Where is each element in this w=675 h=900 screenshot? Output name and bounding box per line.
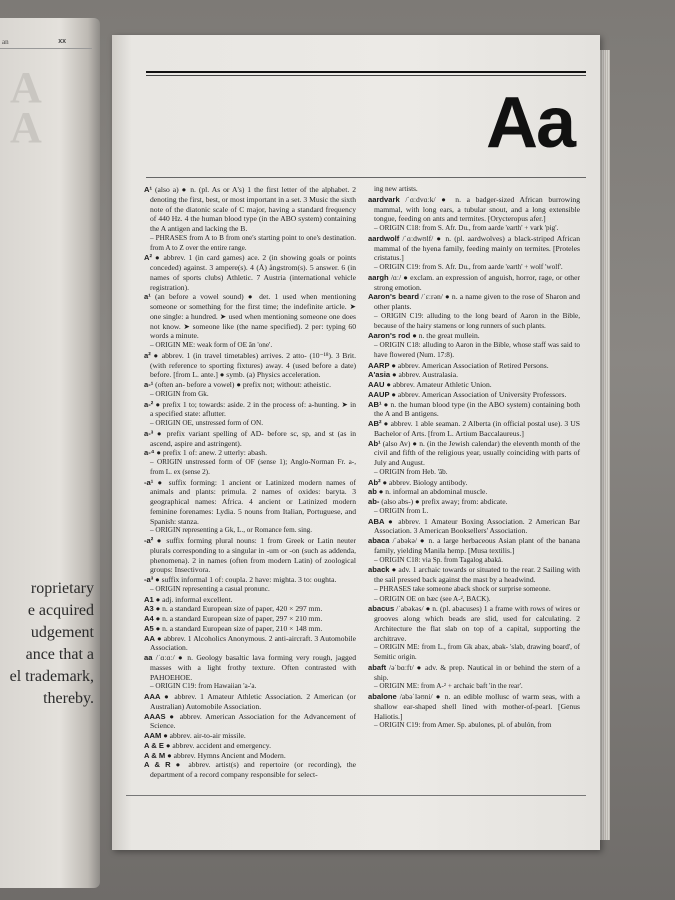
entry-headword: ab bbox=[368, 487, 377, 497]
dictionary-entry bbox=[144, 292, 356, 341]
entry-headword: A3 bbox=[144, 604, 154, 614]
entry-headword: Aaron's beard bbox=[368, 292, 419, 302]
entry-definition: /abəˈləʊni/ ● n. an edible mollusc of warm seas, with a shallow ear-shaped shell lined with mother-of-pearl. [Genus Haliotis.] bbox=[374, 692, 580, 721]
dictionary-entry bbox=[144, 536, 356, 575]
entry-definition: /ɑː/ ● exclam. an expression of anguish, horror, rage, or other strong emotion. bbox=[374, 272, 580, 292]
entry-definition: /ˈɑːdwʊlf/ ● n. (pl. aardwolves) a black-striped African mammal of the hyena family, feeding mainly on termites. [Proteles cristatus.] bbox=[374, 233, 580, 263]
entry-headword: ab- bbox=[368, 497, 380, 506]
dictionary-entry bbox=[368, 439, 580, 468]
dictionary-entry bbox=[144, 478, 356, 527]
entry-definition: /ˈabəkə/ ● n. a large herbaceous Asian plant of the banana family, yielding Manila hemp. [Musa textilis.] bbox=[374, 536, 580, 555]
dictionary-entry bbox=[368, 565, 580, 585]
entry-headword: a-⁴ bbox=[144, 448, 155, 458]
entry-headword: Ab² bbox=[368, 477, 381, 487]
entry-subline: – ORIGIN C19: alluding to the long beard of Aaron in the Bible, because of the hairy stamens or long runners of such plants. bbox=[374, 311, 580, 330]
entry-definition: /ˈɑːdvɑːk/ ● n. a badger-sized African burrowing mammal, with long ears, a tubular snout, and a long extensible tongue, feeding on ants and termites. [Orycteropus afer.] bbox=[374, 194, 580, 224]
entry-definition: ● adj. informal excellent. bbox=[153, 594, 233, 604]
entry-subline: – ORIGIN C18: alluding to Aaron in the Bible, whose staff was said to have flowered (Num. 17:8). bbox=[374, 341, 580, 359]
entry-definition: ● prefix variant spelling of AD- before sc, sp, and st (as in ascend, aspire and astringent). bbox=[150, 428, 356, 448]
dictionary-entry bbox=[368, 331, 580, 341]
entry-subline: – PHRASES from A to B from one's starting point to one's destination. from A to Z over the entire range. bbox=[150, 233, 356, 252]
entry-definition: ● abbrev. accident and emergency. bbox=[163, 740, 271, 750]
entry-subline: – ORIGIN ME: from A-² + archaic baft 'in the rear'. bbox=[374, 682, 523, 691]
left-page-number: xx bbox=[58, 38, 66, 45]
entry-subline: – PHRASES take someone aback shock or surprise someone. bbox=[374, 584, 551, 593]
dictionary-entry bbox=[368, 380, 580, 390]
entry-headword: a-¹ bbox=[144, 380, 154, 389]
entry-headword: ABA bbox=[368, 516, 385, 526]
entry-headword: A4 bbox=[144, 614, 154, 623]
entry-subline: – ORIGIN C19: from Hawaiian 'a-'a. bbox=[150, 682, 257, 691]
entry-headword: AAAS bbox=[144, 711, 166, 721]
entry-definition: (also abs-) ● prefix away; from: abdicate. bbox=[379, 497, 508, 506]
entry-definition: ● prefix 1 to; towards: aside. 2 in the process of: a-hunting. ➤ in a specified state: aflutter. bbox=[150, 399, 356, 419]
dictionary-entry bbox=[368, 478, 580, 488]
entry-headword: A¹ bbox=[144, 185, 153, 194]
dictionary-entry bbox=[368, 517, 580, 537]
left-header-rule bbox=[0, 48, 92, 49]
dictionary-entry bbox=[368, 663, 580, 683]
entry-subline: – ORIGIN unstressed form of OF (sense 1); Anglo-Norman Fr. a-, from L. ex (sense 2). bbox=[150, 458, 356, 476]
entry-definition: (often an- before a vowel) ● prefix not; without: atheistic. bbox=[153, 380, 331, 389]
show-through-text: A A bbox=[10, 63, 42, 152]
entry-definition: ● abbrev. air-to-air missile. bbox=[161, 731, 246, 740]
dictionary-entry bbox=[144, 429, 356, 449]
bottom-rule bbox=[126, 795, 586, 796]
dictionary-entry bbox=[144, 634, 356, 654]
dictionary-entry bbox=[144, 712, 356, 732]
entry-subline: – ORIGIN C18: from S. Afr. Du., from aarde 'earth' + vark 'pig'. bbox=[374, 224, 559, 232]
entry-definition: /ˈɑːɑː/ ● n. Geology basaltic lava forming very rough, jagged masses with a light frothy texture. Often contrasted with PAHOEHOE. bbox=[150, 653, 356, 682]
entry-headword: a-³ bbox=[144, 428, 154, 438]
entry-headword: A & E bbox=[144, 740, 164, 750]
entry-headword: Aaron's rod bbox=[368, 331, 411, 341]
dictionary-entry bbox=[144, 400, 356, 420]
top-rule-thin bbox=[146, 75, 586, 76]
entry-definition: ● abbrev. 1 able seaman. 2 Alberta (in official postal use). 3 US Bachelor of Arts. [from L. Artium Baccalaureus.] bbox=[374, 419, 580, 438]
entry-headword: AAUP bbox=[368, 389, 390, 399]
entry-headword: Ab¹ bbox=[368, 438, 381, 448]
entry-definition: ● prefix 1 of: anew. 2 utterly: abash. bbox=[154, 448, 267, 458]
entry-definition: ● abbrev. Biology antibody. bbox=[380, 477, 468, 487]
entry-definition: (also Av) ● n. (in the Jewish calendar) the eleventh month of the civil and fifth of the religious year, usually coinciding with parts of July and August. bbox=[374, 438, 580, 467]
dictionary-entry bbox=[368, 692, 580, 721]
dictionary-entry bbox=[144, 380, 356, 390]
entry-headword: AA bbox=[144, 633, 155, 643]
entry-headword: a-² bbox=[144, 399, 154, 409]
entry-definition: ● abbrev. 1 (in card games) ace. 2 (in showing goals or points conceded) against. 3 ampere(s). 4 (Å) ångstrom(s). 5 answer. 6 (in names of sports clubs) Athletic. 7 Austria (international vehicle registration). bbox=[150, 253, 356, 292]
entry-definition: ● abbrev. 1 Amateur Athletic Association. 2 American (or Australian) Automobile Association. bbox=[150, 692, 356, 711]
entry-headword: a¹ bbox=[144, 292, 151, 302]
left-column bbox=[144, 185, 356, 780]
entry-headword: AAA bbox=[144, 692, 161, 701]
left-text-line: thereby. bbox=[43, 690, 94, 707]
entry-definition: ● abbrev. 1 Amateur Boxing Association. 2 American Bar Association. 3 American Booksellers' Association. bbox=[374, 516, 580, 536]
entry-definition: ● abbrev. Hymns Ancient and Modern. bbox=[165, 750, 286, 760]
entry-definition: ● abbrev. 1 Alcoholics Anonymous. 2 anti-aircraft. 3 Automobile Association. bbox=[150, 633, 356, 653]
left-facing-page bbox=[0, 18, 100, 888]
entry-subline: – ORIGIN C19: from S. Afr. Du., from aarde 'earth' + wolf 'wolf'. bbox=[374, 263, 563, 271]
entry-headword: AB¹ bbox=[368, 399, 382, 409]
dictionary-entry bbox=[144, 741, 356, 751]
entry-definition: ● abbrev. 1 (in travel timetables) arrives. 2 atto- (10⁻¹⁸). 3 Brit. (with reference to sporting fixtures) away. 4 (used before a date) before. [from L. ante.] ● symb. (a) Physics acceleration. bbox=[150, 350, 356, 380]
entry-headword: AAM bbox=[144, 731, 162, 740]
entry-headword: a² bbox=[144, 350, 151, 360]
entry-headword: abaca bbox=[368, 536, 390, 545]
entry-subline: – ORIGIN C18: via Sp. from Tagalog abaká. bbox=[374, 555, 503, 564]
dictionary-entry bbox=[144, 614, 356, 624]
entry-subline: – ORIGIN from L. bbox=[374, 506, 429, 515]
dictionary-entry bbox=[144, 751, 356, 761]
entry-definition: ● abbrev. Australasia. bbox=[390, 370, 459, 380]
dictionary-entry bbox=[144, 575, 356, 585]
entry-headword: A1 bbox=[144, 594, 154, 604]
dictionary-entry bbox=[144, 253, 356, 292]
dictionary-entry bbox=[144, 595, 356, 605]
entry-definition: ● n. a standard European size of paper, 420 × 297 mm. bbox=[153, 604, 323, 614]
entry-subline: – ORIGIN from Gk. bbox=[150, 389, 209, 398]
entry-subline: – ORIGIN ME: weak form of OE ān 'one'. bbox=[150, 341, 273, 349]
entry-subline: ing new artists. bbox=[374, 185, 418, 193]
dictionary-entry bbox=[144, 351, 356, 380]
entry-headword: abaft bbox=[368, 662, 387, 672]
entry-subline: – ORIGIN OE on bæc (see A-², BACK). bbox=[374, 594, 491, 603]
top-rule bbox=[146, 71, 586, 73]
entry-subline: – ORIGIN representing a casual pronunc. bbox=[150, 584, 270, 593]
entry-definition: ● adv. 1 archaic towards or situated to the rear. 2 Sailing with the sail pressed back against the mast by a headwind. bbox=[374, 565, 580, 584]
entry-headword: A'asia bbox=[368, 370, 391, 380]
entry-definition: ● suffix informal 1 of: coupla. 2 have: mighta. 3 to: oughta. bbox=[153, 575, 337, 584]
entry-definition: ● abbrev. American Association for the Advancement of Science. bbox=[150, 711, 356, 731]
entry-definition: ● abbrev. American Association of University Professors. bbox=[389, 389, 567, 399]
entry-subline: – ORIGIN representing a Gk, L., or Romance fem. sing. bbox=[150, 526, 313, 535]
left-text-line: e acquired bbox=[27, 602, 94, 619]
dictionary-entry bbox=[144, 731, 356, 741]
entry-headword: abalone bbox=[368, 692, 397, 701]
dictionary-entry bbox=[144, 624, 356, 634]
dictionary-entry bbox=[144, 185, 356, 234]
entry-definition: /ˈɛːrən/ ● n. a name given to the rose of Sharon and other plants. bbox=[374, 292, 580, 311]
entry-headword: aa bbox=[144, 653, 153, 662]
entry-headword: A² bbox=[144, 253, 153, 263]
entry-headword: A & M bbox=[144, 750, 166, 760]
entry-headword: A & R bbox=[144, 760, 171, 770]
dictionary-entry bbox=[368, 292, 580, 312]
entry-headword: AAU bbox=[368, 380, 385, 389]
entry-definition: (also a) ● n. (pl. As or A's) 1 the first letter of the alphabet. 2 denoting the first, best, or most important in a set. 3 Music the sixth note of the diatonic scale of C major, having a standard frequency of 440 Hz. 4 the human blood type (in the ABO system) containing the A antigen and lacking the B. bbox=[150, 185, 356, 233]
left-text-line: ance that a bbox=[25, 646, 94, 663]
left-text-line: udgement bbox=[30, 624, 94, 641]
dictionary-entry bbox=[144, 604, 356, 614]
dictionary-entry bbox=[144, 653, 356, 682]
dictionary-entry bbox=[368, 487, 580, 497]
entry-headword: -a² bbox=[144, 536, 154, 545]
entry-headword: aardwolf bbox=[368, 233, 400, 243]
left-page-text bbox=[0, 578, 100, 710]
entry-headword: AB² bbox=[368, 419, 382, 428]
entry-subline: – ORIGIN OE, unstressed form of ON. bbox=[150, 419, 263, 427]
entry-definition: ● suffix forming plural nouns: 1 from Greek or Latin neuter plurals corresponding to a singular in -um or -on (such as addenda, phenomena). 2 in names (often from modern Latin) of zoological groups: Insectivora. bbox=[150, 536, 356, 575]
dictionary-entry bbox=[144, 692, 356, 712]
heading-rule bbox=[146, 177, 586, 178]
dictionary-page bbox=[112, 35, 600, 850]
dictionary-entry bbox=[368, 390, 580, 400]
dictionary-entry bbox=[368, 234, 580, 263]
entry-definition: ● n. the human blood type (in the ABO system) containing both the A and B antigens. bbox=[374, 399, 580, 419]
entry-headword: aback bbox=[368, 565, 390, 575]
left-text-line: roprietary bbox=[30, 580, 94, 597]
entry-definition: ● abbrev. Amateur Athletic Union. bbox=[384, 380, 492, 389]
entry-subline: – ORIGIN C19: from Amer. Sp. abulones, pl. of abulón, from bbox=[374, 721, 552, 730]
left-text-line: el trademark, bbox=[9, 668, 94, 685]
entry-definition: ● abbrev. artist(s) and repertoire (or recording), the department of a record company responsible for select- bbox=[150, 760, 356, 779]
entry-definition: /ˈabəkəs/ ● n. (pl. abacuses) 1 a frame with rows of wires or grooves along which beads are slid, used for calculating. 2 Architecture the flat slab on top of a capital, supporting the architrave. bbox=[374, 604, 580, 643]
dictionary-entry bbox=[368, 604, 580, 643]
entry-definition: ● n. informal an abdominal muscle. bbox=[376, 487, 488, 497]
right-column bbox=[368, 185, 580, 731]
dictionary-entry bbox=[368, 273, 580, 293]
dictionary-entry bbox=[368, 400, 580, 420]
dictionary-entry bbox=[368, 419, 580, 439]
dictionary-entry bbox=[368, 370, 580, 380]
dictionary-entry bbox=[368, 195, 580, 224]
entry-headword: aardvark bbox=[368, 194, 400, 204]
entry-definition: (an before a vowel sound) ● det. 1 used when mentioning someone or something for the first time; the indefinite article. ➤ one single: a hundred. ➤ used when mentioning someone one does not know. ➤ someone like (the name specified). 2 per: typing 60 words a minute. bbox=[150, 292, 356, 341]
dictionary-entry bbox=[144, 448, 356, 458]
entry-headword: aargh bbox=[368, 272, 389, 282]
entry-headword: abacus bbox=[368, 604, 395, 614]
entry-definition: ● suffix forming: 1 ancient or Latinized modern names of animals and plants: primula. 2 names of oxides: baryta. 3 geographical names: Africa. 4 ancient or Latinized modern feminine forenames: Lydia. 5 nouns from Italian, Portuguese, and Spanish: stanza. bbox=[150, 477, 356, 526]
entry-definition: /əˈbɑːft/ ● adv. & prep. Nautical in or behind the stern of a ship. bbox=[374, 662, 580, 682]
dictionary-entry bbox=[368, 536, 580, 556]
dictionary-entry bbox=[144, 760, 356, 780]
entry-definition: ● abbrev. American Association of Retired Persons. bbox=[389, 360, 549, 370]
entry-definition: ● n. a standard European size of paper, 297 × 210 mm. bbox=[153, 614, 323, 623]
entry-definition: ● n. a standard European size of paper, 210 × 148 mm. bbox=[153, 623, 323, 633]
entry-subline: – ORIGIN from Heb. 'āb. bbox=[374, 467, 448, 476]
entry-headword: -a¹ bbox=[144, 477, 154, 487]
entry-definition: ● n. the great mullein. bbox=[410, 331, 480, 341]
page-edges bbox=[600, 50, 610, 840]
section-letter-heading: Aa bbox=[485, 83, 574, 163]
dictionary-entry bbox=[368, 361, 580, 371]
left-header-word: an bbox=[2, 38, 9, 46]
entry-headword: AARP bbox=[368, 360, 390, 370]
entry-headword: -a³ bbox=[144, 575, 154, 584]
entry-subline: – ORIGIN ME: from L., from Gk abax, abak- 'slab, drawing board', of Semitic origin. bbox=[374, 643, 580, 661]
entry-headword: A5 bbox=[144, 623, 154, 633]
dictionary-entry bbox=[368, 497, 580, 507]
